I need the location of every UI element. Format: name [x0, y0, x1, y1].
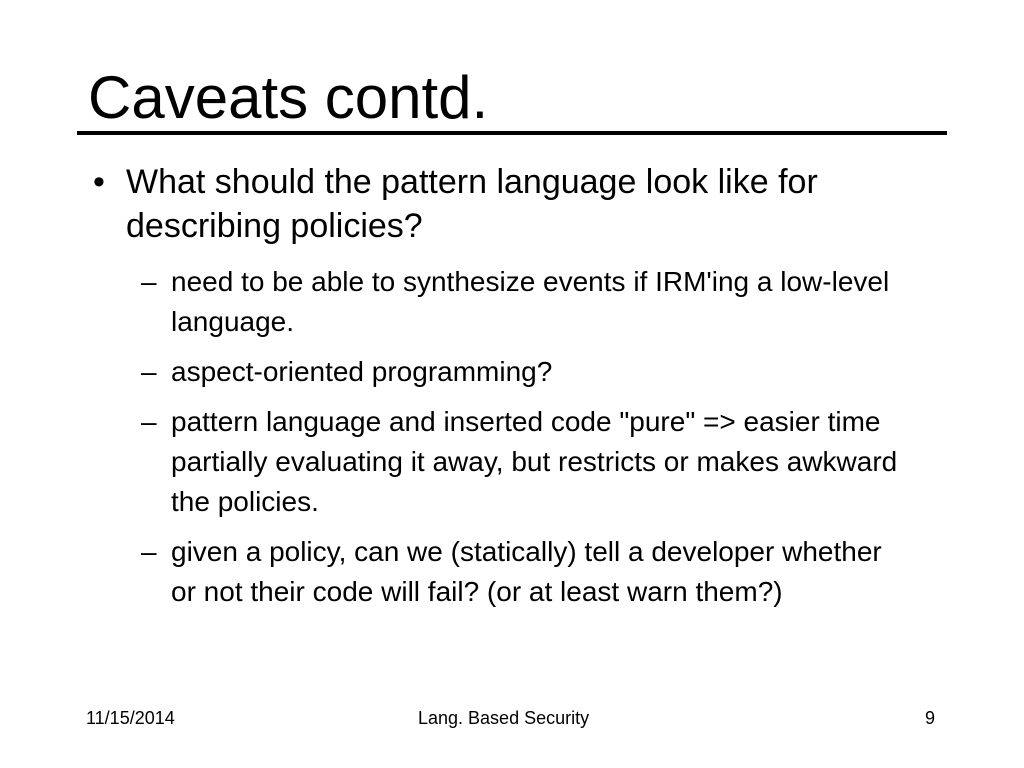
sub-bullet-item — [0, 352, 911, 392]
sub-bullet-item — [0, 532, 911, 612]
sub-bullet-text: need to be able to synthesize events if IRM'ing a low-level language. — [171, 266, 890, 337]
sub-bullet-text: aspect-oriented programming? — [171, 356, 553, 387]
page-number: 9 — [925, 708, 936, 728]
main-bullet-text: What should the pattern language look like for describing policies? — [126, 163, 818, 245]
footer-date: 11/15/2014 — [86, 708, 175, 728]
sub-bullet-item — [0, 402, 911, 522]
sub-bullet-text: given a policy, can we (statically) tell a developer whether or not their code will fail? (or at least warn them?) — [171, 536, 882, 607]
sub-bullet-text: pattern language and inserted code "pure" => easier time partially evaluating it away, but restricts or makes awkward the policies. — [171, 406, 898, 517]
footer-title: Lang. Based Security — [418, 708, 590, 728]
slide-title: Caveats contd. — [88, 64, 489, 131]
dash-marker: – — [141, 266, 157, 297]
dash-marker: – — [141, 536, 157, 567]
dash-marker: – — [141, 356, 157, 387]
sub-bullet-item — [0, 262, 911, 342]
bullet-marker: • — [93, 163, 105, 201]
sub-bullet-list — [0, 262, 1024, 612]
dash-marker: – — [141, 406, 157, 437]
slide-content — [0, 160, 1024, 622]
title-underline — [77, 131, 947, 135]
main-bullet — [0, 160, 906, 248]
